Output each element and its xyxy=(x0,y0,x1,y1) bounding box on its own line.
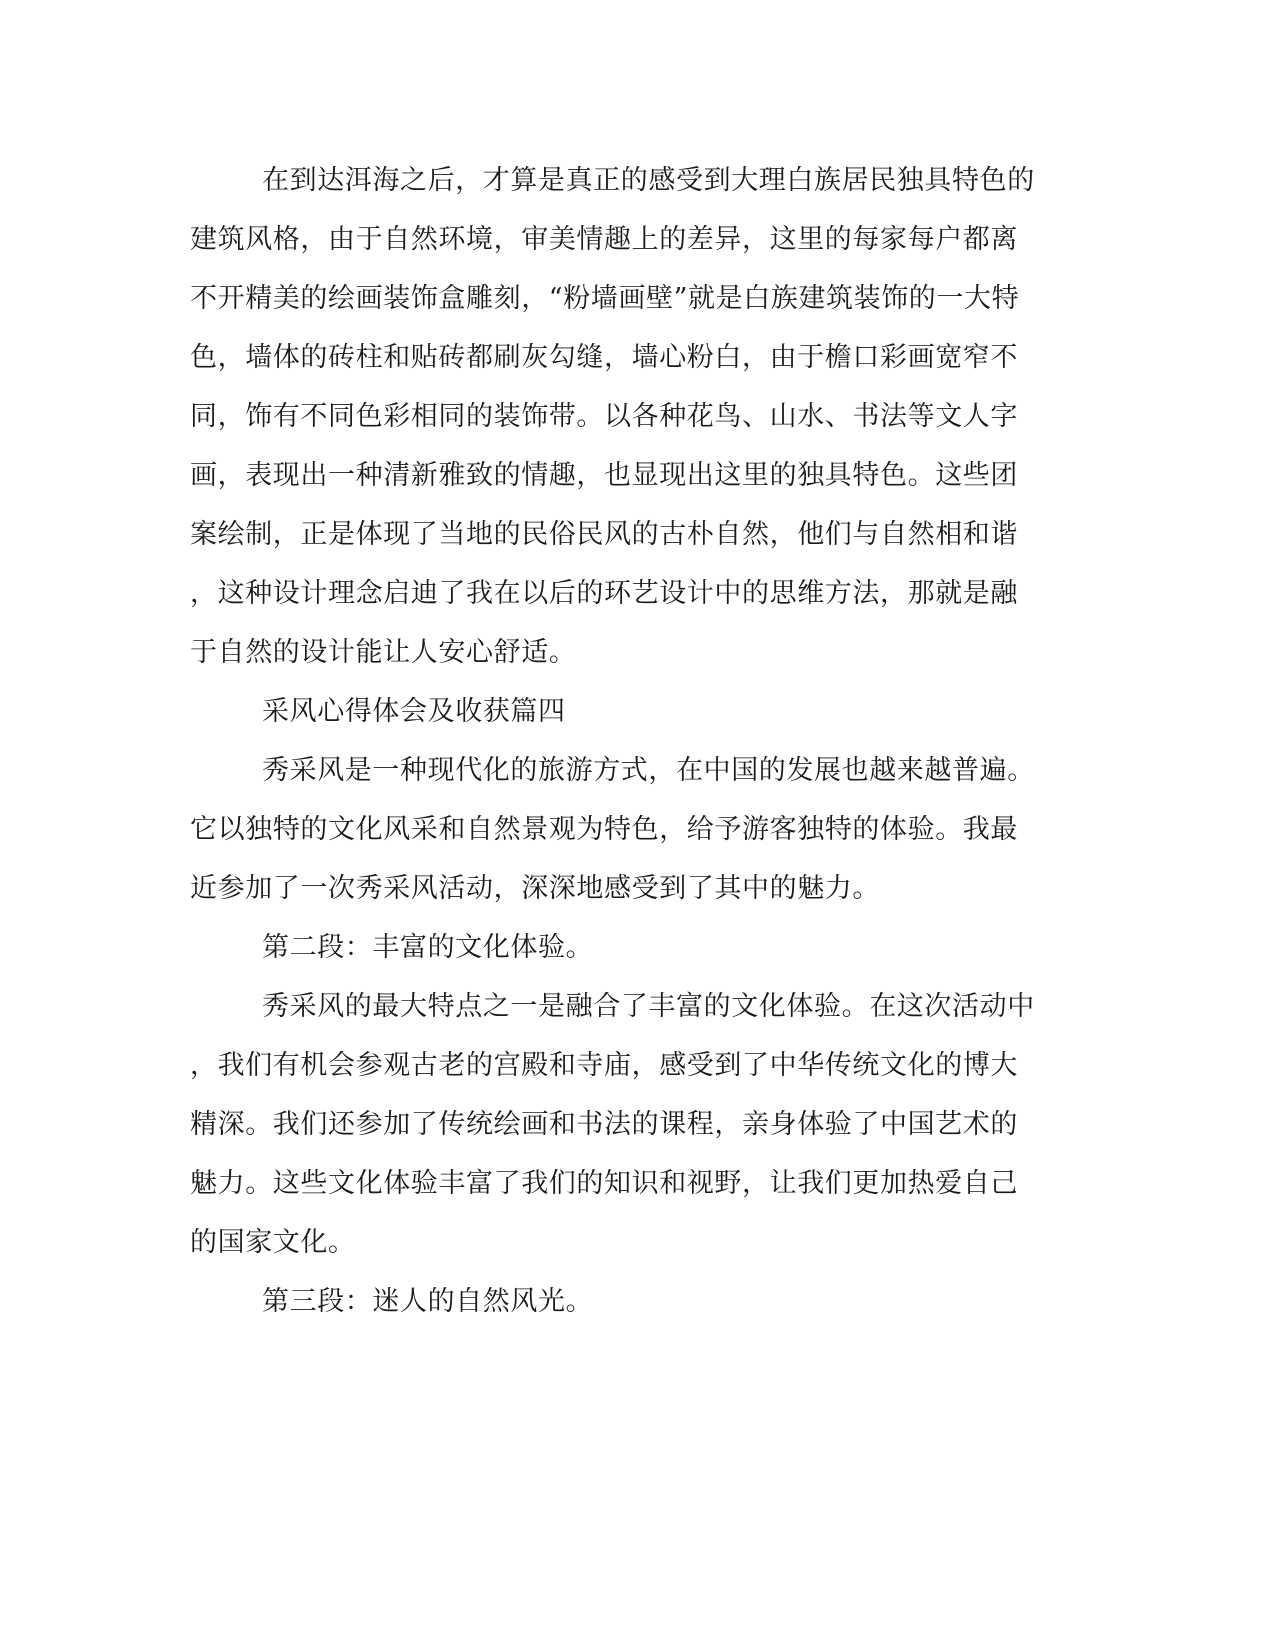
paragraph-line: 精深。我们还参加了传统绘画和书法的课程，亲身体验了中国艺术的 xyxy=(190,1109,1018,1140)
subsection-heading: 第二段：丰富的文化体验。 xyxy=(262,932,594,963)
paragraph-line: ，这种设计理念启迪了我在以后的环艺设计中的思维方法，那就是融 xyxy=(190,578,1018,609)
paragraph-line: 建筑风格，由于自然环境，审美情趣上的差异，这里的每家每户都离 xyxy=(190,224,1018,255)
paragraph-line: 同，饰有不同色彩相同的装饰带。以各种花鸟、山水、书法等文人字 xyxy=(190,401,1018,432)
paragraph-line: 秀采风是一种现代化的旅游方式，在中国的发展也越来越普遍。 xyxy=(262,755,1035,786)
paragraph-line: 魅力。这些文化体验丰富了我们的知识和视野，让我们更加热爱自己 xyxy=(190,1168,1018,1199)
paragraph-line: 的国家文化。 xyxy=(190,1227,356,1258)
paragraph-line: 近参加了一次秀采风活动，深深地感受到了其中的魅力。 xyxy=(190,873,880,904)
paragraph-line: 秀采风的最大特点之一是融合了丰富的文化体验。在这次活动中 xyxy=(262,991,1035,1022)
paragraph-line: ，我们有机会参观古老的宫殿和寺庙，感受到了中华传统文化的博大 xyxy=(190,1050,1018,1081)
paragraph-line: 在到达洱海之后，才算是真正的感受到大理白族居民独具特色的 xyxy=(262,165,1035,196)
paragraph-line: 画，表现出一种清新雅致的情趣，也显现出这里的独具特色。这些团 xyxy=(190,460,1018,491)
paragraph-line: 于自然的设计能让人安心舒适。 xyxy=(190,637,577,668)
subsection-heading: 第三段：迷人的自然风光。 xyxy=(262,1286,594,1317)
paragraph-line: 案绘制，正是体现了当地的民俗民风的古朴自然，他们与自然相和谐 xyxy=(190,519,1018,550)
paragraph-line: 色，墙体的砖柱和贴砖都刷灰勾缝，墙心粉白，由于檐口彩画宽窄不 xyxy=(190,342,1018,373)
section-heading: 采风心得体会及收获篇四 xyxy=(262,696,566,727)
paragraph-line: 它以独特的文化风采和自然景观为特色，给予游客独特的体验。我最 xyxy=(190,814,1018,845)
paragraph-line: 不开精美的绘画装饰盒雕刻，“粉墙画壁”就是白族建筑装饰的一大特 xyxy=(190,283,1020,314)
